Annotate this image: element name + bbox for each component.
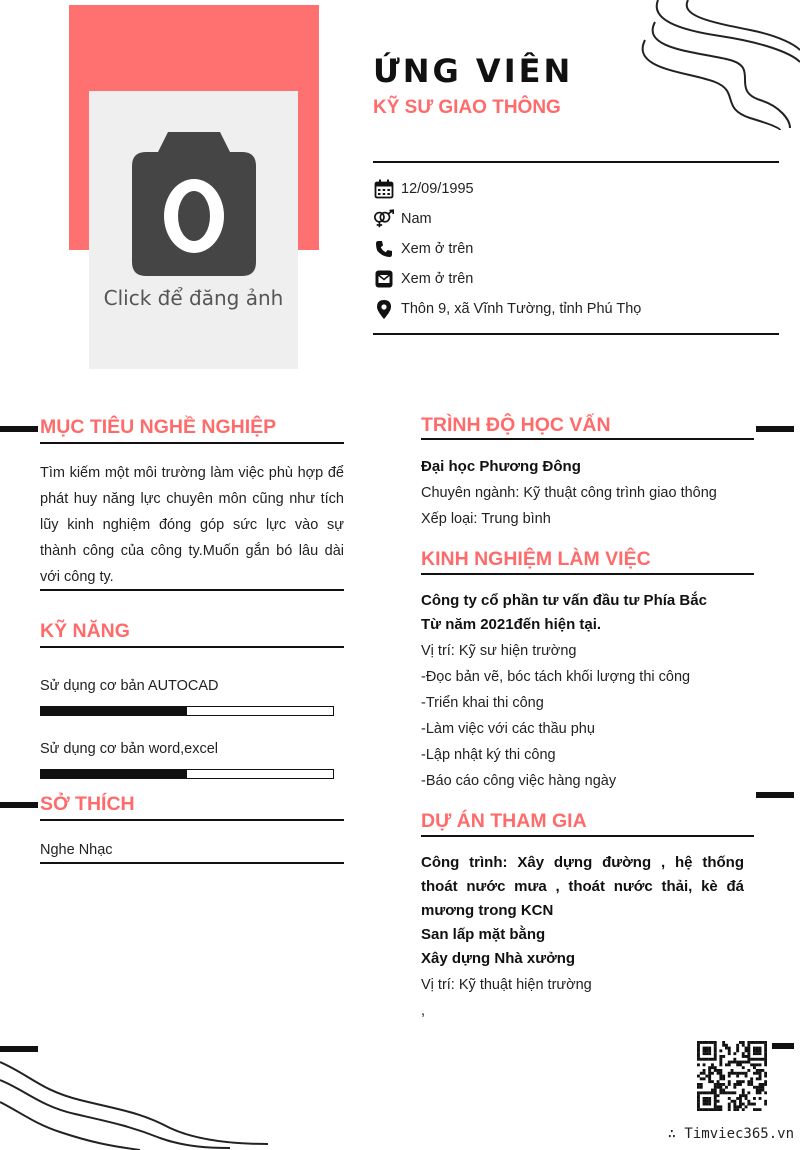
section-title-experience: KINH NGHIỆM LÀM VIỆC — [421, 548, 651, 570]
candidate-name: ỨNG VIÊN — [373, 52, 574, 90]
job-title: KỸ SƯ GIAO THÔNG — [373, 97, 561, 118]
divider — [40, 862, 344, 864]
skill-level-bar — [40, 706, 334, 716]
address-text: Thôn 9, xã Vĩnh Tường, tỉnh Phú Thọ — [401, 301, 642, 317]
email-icon — [373, 268, 395, 290]
experience-line: -Triển khai thi công — [421, 695, 544, 711]
education-school: Đại học Phương Đông — [421, 458, 581, 475]
gender-icon — [373, 208, 395, 230]
birthdate-text: 12/09/1995 — [401, 181, 474, 197]
decor-waves-bottom-left — [0, 1050, 275, 1150]
edge-dash — [0, 802, 38, 808]
contact-address — [373, 294, 783, 324]
edge-dash — [0, 426, 38, 432]
section-title-hobbies: SỞ THÍCH — [40, 793, 135, 815]
project-trailing: , — [421, 1003, 426, 1019]
email-text: Xem ở trên — [401, 271, 474, 287]
phone-text: Xem ở trên — [401, 241, 474, 257]
camera-icon — [130, 132, 258, 277]
skill-level-fill — [41, 770, 187, 778]
project-item: Công trình: Xây dựng đường , hệ thống thoát nước mưa , thoát nước thải, kè đá mương trong KCN — [421, 854, 744, 919]
divider — [421, 573, 754, 575]
gender-text: Nam — [401, 211, 432, 227]
divider — [40, 819, 344, 821]
divider — [40, 646, 344, 648]
project-position: Vị trí: Kỹ thuật hiện trường — [421, 977, 592, 993]
experience-line: -Báo cáo công việc hàng ngày — [421, 773, 617, 789]
project-item: Xây dựng Nhà xưởng — [421, 950, 576, 967]
contact-birthdate — [373, 174, 783, 204]
experience-period: Từ năm 2021đến hiện tại. — [421, 616, 602, 633]
divider — [40, 589, 344, 591]
decor-waves-top-right — [640, 0, 800, 130]
experience-line: -Lập nhật ký thi công — [421, 747, 556, 763]
section-title-objective: MỤC TIÊU NGHỀ NGHIỆP — [40, 416, 277, 438]
skill-level-fill — [41, 707, 187, 715]
contact-gender — [373, 204, 783, 234]
calendar-icon — [373, 178, 395, 200]
edge-dash — [0, 1046, 38, 1052]
location-icon — [373, 298, 395, 320]
divider — [373, 161, 779, 163]
contact-phone — [373, 234, 783, 264]
skill-label: Sử dụng cơ bản AUTOCAD — [40, 678, 219, 694]
edge-dash — [756, 426, 794, 432]
qr-code — [697, 1041, 767, 1111]
experience-company: Công ty cổ phần tư vấn đầu tư Phía Bắc — [421, 592, 707, 609]
skill-level-bar — [40, 769, 334, 779]
section-title-skills: KỸ NĂNG — [40, 620, 130, 642]
skill-label: Sử dụng cơ bản word,excel — [40, 741, 219, 757]
section-title-projects: DỰ ÁN THAM GIA — [421, 810, 587, 832]
hobbies-text: Nghe Nhạc — [40, 842, 113, 858]
contact-email — [373, 264, 783, 294]
objective-text: Tìm kiếm một môi trường làm việc phù hợp để phát huy năng lực chuyên môn cũng như tích lũy kinh nghiệm đóng góp sức lực vào sự thành công của công ty.Muốn gắn bó lâu dài với công ty. — [40, 465, 344, 585]
edge-dash — [756, 792, 794, 798]
edge-dash — [772, 1043, 794, 1049]
education-grade: Xếp loại: Trung bình — [421, 511, 551, 527]
phone-icon — [373, 238, 395, 260]
divider — [40, 442, 344, 444]
project-item: San lấp mặt bằng — [421, 926, 546, 943]
watermark: ∴ Timviec365.vn — [667, 1126, 794, 1142]
divider — [421, 438, 754, 440]
divider — [373, 333, 779, 335]
education-major: Chuyên ngành: Kỹ thuật công trình giao thông — [421, 485, 717, 501]
experience-line: Vị trí: Kỹ sư hiện trường — [421, 643, 577, 659]
experience-details — [421, 638, 754, 794]
section-title-education: TRÌNH ĐỘ HỌC VẤN — [421, 414, 611, 436]
experience-line: -Đọc bản vẽ, bóc tách khối lượng thi công — [421, 669, 691, 685]
photo-upload-label: Click để đăng ảnh — [103, 286, 284, 310]
experience-line: -Làm việc với các thầu phụ — [421, 721, 595, 737]
divider — [421, 835, 754, 837]
contact-list — [373, 174, 783, 324]
